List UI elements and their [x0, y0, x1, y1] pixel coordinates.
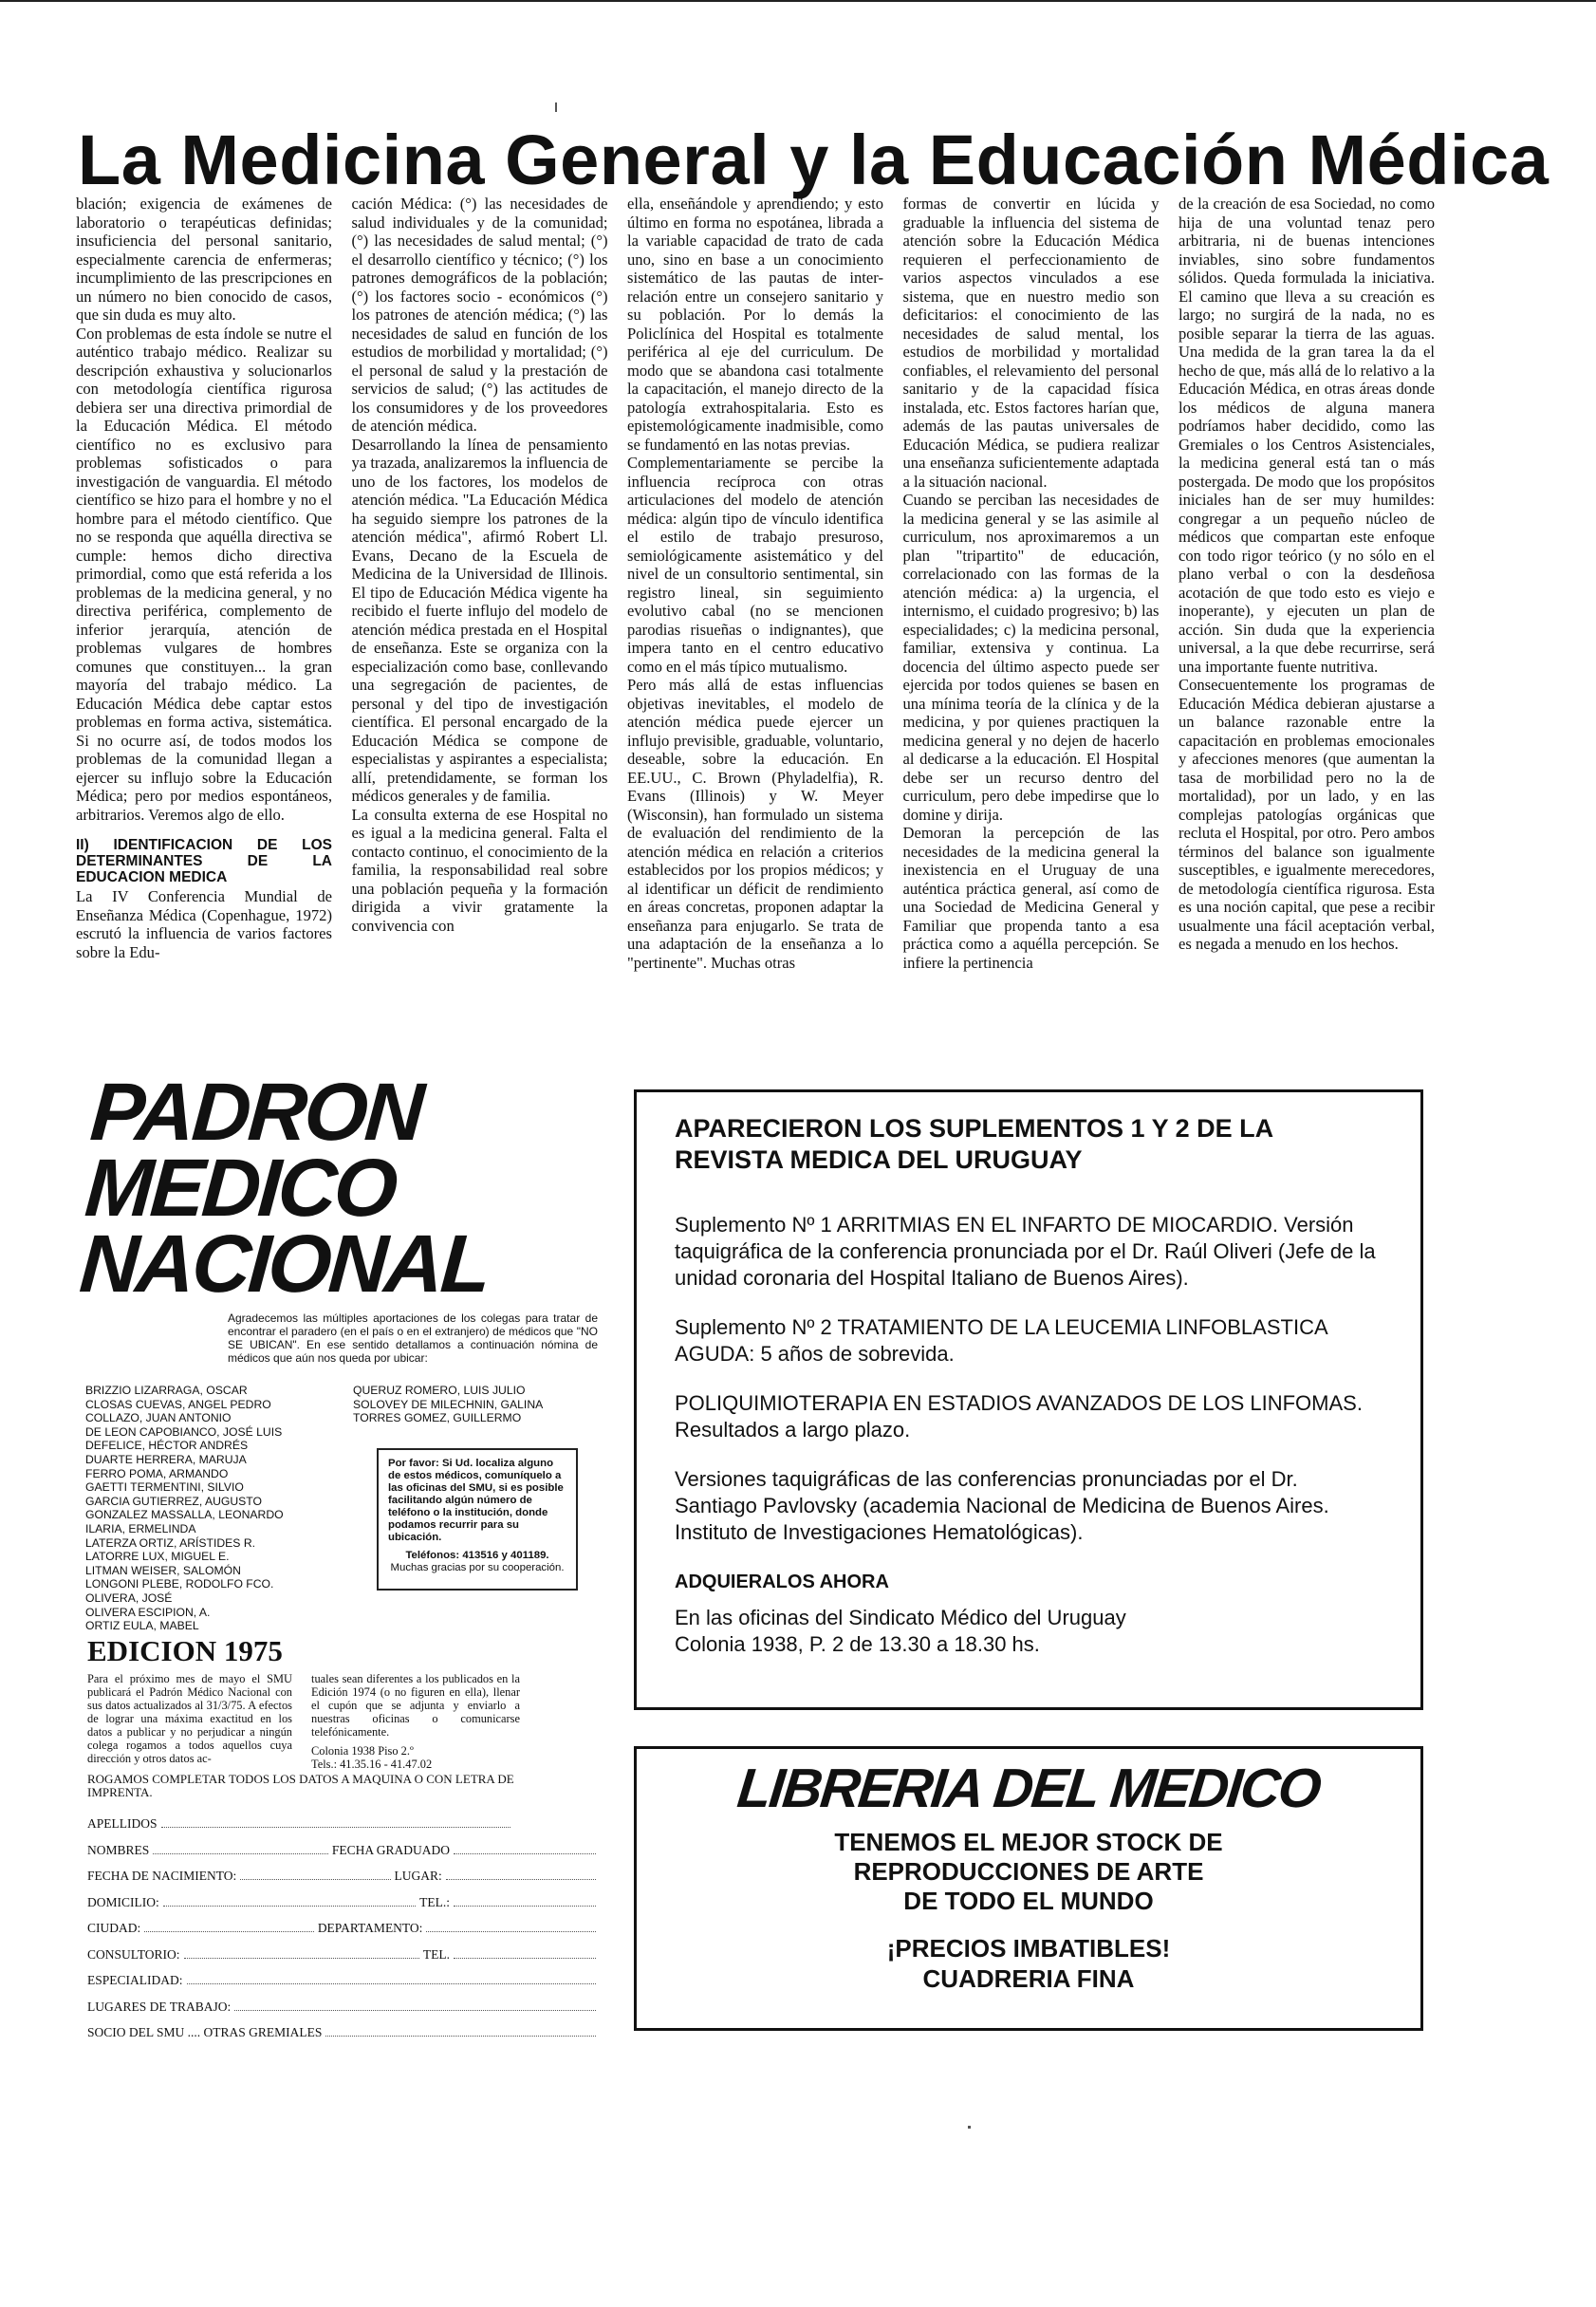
especialidad-field[interactable] — [187, 1974, 597, 1984]
domicilio-field[interactable] — [163, 1896, 416, 1907]
especialidad-label: ESPECIALIDAD: — [87, 1973, 183, 1987]
padron-title-line: NACIONAL — [77, 1219, 492, 1310]
notice-thanks: Muchas gracias por su cooperación. — [390, 1562, 565, 1573]
name-item: ORTIZ EULA, MABEL — [85, 1619, 199, 1633]
name-item: GONZALEZ MASSALLA, LEONARDO — [85, 1508, 284, 1522]
notice-phones: Teléfonos: 413516 y 401189. — [405, 1550, 549, 1561]
apellidos-label: APELLIDOS — [87, 1816, 158, 1831]
name-item: DEFELICE, HÉCTOR ANDRÉS — [85, 1439, 249, 1453]
address-line: En las oficinas del Sindicato Médico del Uruguay — [675, 1606, 1126, 1629]
form-instructions: ROGAMOS COMPLETAR TODOS LOS DATOS A MAQUINA O CON LETRA DE IMPRENTA. — [87, 1772, 514, 1799]
name-item: DUARTE HERRERA, MARUJA — [85, 1452, 247, 1466]
name-item: ILARIA, ERMELINDA — [85, 1521, 196, 1535]
name-item: FERRO POMA, ARMANDO — [85, 1466, 229, 1480]
fecha-graduado-field[interactable] — [454, 1844, 596, 1854]
lugar-field[interactable] — [446, 1870, 596, 1880]
scan-mark — [555, 102, 557, 112]
form-row-consultorio — [87, 1942, 600, 1968]
name-item: COLLAZO, JUAN ANTONIO — [85, 1411, 232, 1425]
paragraph: La IV Conferencia Mundial de Enseñanza Médica (Copenhague, 1972) escrutó la influencia de varios factores sobre la Edu- — [76, 887, 332, 961]
bookstore-promo — [637, 1933, 1420, 1994]
fecha-nacimiento-label: FECHA DE NACIMIENTO: — [87, 1869, 237, 1883]
nombres-label: NOMBRES — [87, 1842, 150, 1857]
supplements-heading — [675, 1113, 1383, 1176]
registration-coupon — [87, 1811, 600, 2046]
name-item: OLIVERA ESCIPION, A. — [85, 1605, 211, 1619]
paragraph: de la creación de esa Sociedad, no como hija de una voluntad tenaz pero arbitraria, ni de buenas intenciones inviables, sino sobre fundamentos sólidos. Queda formulada la iniciativa. El camino que lleva a su creación es largo; no surgirá de la nada, no es posible separar la tierra de las aguas. Una medida de la gran tarea la da el hecho de que, más allá de lo relativo a la Educación Médica, en otras áreas donde los médicos de alguna manera podríamos haber decidido, como las Gremiales o los Centros Asistenciales, la medicina general está tan o más postergada. De modo que los propósitos iniciales han de ser muy humildes: congregar a un pequeño núcleo de médicos que compartan este enfoque con todo rigor teórico (y no sólo en el plano verbal o con la desdeñosa acotación de que todo esto es viejo e inoperante), y ejecuten un plan de acción. Sin duda que la experiencia universal, a la que debe recurrirse, será una importante fuente nutritiva. — [1178, 195, 1435, 676]
slogan-line: REPRODUCCIONES DE ARTE — [853, 1857, 1204, 1886]
edition-text-right — [311, 1672, 520, 1771]
padron-intro: Agradecemos las múltiples aportaciones de los colegas para tratar de encontrar el paradero (en el país o en el extranjero) de médicos que "NO SE UBICAN". En ese sentido detallamos a continuación nómina de médicos que aún nos queda por ubicar: — [228, 1312, 598, 1365]
supplement-2: Suplemento Nº 2 TRATAMIENTO DE LA LEUCEMIA LINFOBLASTICA AGUDA: 5 años de sobrevida. — [675, 1315, 1327, 1366]
form-row-socio — [87, 2019, 600, 2046]
form-row-apellidos — [87, 1811, 600, 1837]
names-list-left — [85, 1384, 351, 1633]
article-columns — [76, 195, 1435, 1077]
departamento-field[interactable] — [426, 1922, 596, 1932]
paragraph: Cuando se perciban las necesidades de la medicina general y se las asimile al curriculum, nos aproximaremos a un plan "tripartito" de educación, correlacionado con las formas de la atención médica: a) la urgencia, el internismo, el cuidado progresivo; b) las especialidades; c) la medicina personal, familiar, extensiva y continua. La docencia del último aspecto puede ser ejercida por todos quienes se basen en una mínima teoría de la clínica y de la medicina, y por quienes practiquen la medicina general y no dejen de hacerlo al dedicarse a la educación. El Hospital debe ser un recurso dentro del curriculum, pero debe impedirse que lo domine y dirija. — [902, 491, 1160, 824]
edition-text: tuales sean diferentes a los publicados en la Edición 1974 (o no figuren en ella), llenar el cupón que se adjunta y enviarlo a nuestras oficinas o comunicarse telefónicamente. — [311, 1672, 520, 1739]
tel-field[interactable] — [454, 1896, 596, 1907]
padron-title — [77, 1067, 492, 1310]
supplement-versions: Versiones taquigráficas de las conferencias pronunciadas por el Dr. Santiago Pavlovsky (academia Nacional de Medicina de Buenos Aires. Instituto de Investigaciones Hematológicas). — [675, 1467, 1329, 1544]
name-item: LATORRE LUX, MIGUEL E. — [85, 1550, 230, 1564]
name-item: SOLOVEY DE MILECHNIN, GALINA — [353, 1397, 544, 1411]
consultorio-label: CONSULTORIO: — [87, 1946, 180, 1962]
form-row-nombres — [87, 1837, 600, 1864]
ciudad-label: CIUDAD: — [87, 1921, 141, 1935]
notice-text: Por favor: Si Ud. localiza alguno de estos médicos, comuníquelo a las oficinas del SMU, si es posible facilitando algún número de teléfono o la institución, donde podamos recurrir para su ubicación. — [388, 1458, 564, 1543]
supplement-poli: POLIQUIMIOTERAPIA EN ESTADIOS AVANZADOS DE LOS LINFOMAS. Resultados a largo plazo. — [675, 1391, 1363, 1442]
name-item: QUERUZ ROMERO, LUIS JULIO — [353, 1384, 526, 1397]
name-item: LONGONI PLEBE, RODOLFO FCO. — [85, 1577, 274, 1591]
lugares-trabajo-field[interactable] — [234, 2000, 596, 2011]
paragraph: formas de convertir en lúcida y graduable la influencia del sistema de atención sobre la Educación Médica requieren el perfeccionamiento de varios aspectos vinculados a ese sistema, que en nuestro medio son deficitarios: el conocimiento de las necesidades de salud mental, los estudios de morbilidad y mortalidad confiables, el relevamiento del personal sanitario y de la capacidad física instalada, etc. Estos factores harían que, además de las pautas universales de Educación Médica, se pudiera realizar una enseñanza suficientemente adaptada a la situación nacional. — [902, 195, 1160, 491]
scan-mark — [968, 2126, 971, 2129]
slogan-line: TENEMOS EL MEJOR STOCK DE — [834, 1828, 1223, 1856]
socio-field[interactable] — [325, 2026, 596, 2037]
name-item: TORRES GOMEZ, GUILLERMO — [353, 1411, 522, 1425]
ciudad-field[interactable] — [144, 1922, 314, 1932]
name-item: OLIVERA, JOSÉ — [85, 1591, 173, 1605]
form-row-domicilio — [87, 1889, 600, 1916]
contact-notice-box — [377, 1448, 578, 1591]
form-row-lugares — [87, 1994, 600, 2020]
paragraph: Consecuentemente los programas de Educación Médica debieran ajustarse a un balance razonable entre la capacitación en problemas emocionales y afecciones menores (que aumentan la tasa de morbilidad pero no la de mortalidad), por un lado, y en las complejas patologías orgánicas que recluta el Hospital, por otro. Pero ambos términos del balance son igualmente susceptibles, e igualmente merecedores, de metodología científica rigurosa. Esta es una noción capital, que pese a recibir usualmente una fácil aceptación verbal, es negada a menudo en los hechos. — [1178, 676, 1435, 953]
paragraph: cación Médica: (°) las necesidades de salud individuales y de la comunidad; (°) las necesidades de salud mental; (°) el desarrollo científico y técnico; (°) los patrones demográficos de la población; (°) los factores socio - económicos (°) los patrones de atención médica; (°) las necesidades de salud en función de los estudios de morbilidad y mortalidad; (°) el personal de salud y la prestación de servicios de salud; (°) las actitudes de los consumidores y de los proveedores de atención médica. — [351, 195, 608, 435]
paragraph: Desarrollando la línea de pensamiento ya trazada, analizaremos la influencia de uno de los factores, los modelos de atención médica. "La Educación Médica ha seguido siempre los patrones de la atención médica", afirmó Robert Ll. Evans, Decano de la Escuela de Medicina de la Universidad de Illinois. El tipo de Educación Médica vigente ha recibido el fuerte influjo del modelo de atención médica prestada en el Hospital de enseñanza. Este se organiza con la especialización como base, conllevando una segregación de pacientes, de personal y del tipo de investigación científica. El personal encargado de la Educación Médica se compone de especialistas y aspirantes a especialista; allí, pretendidamente, se forman los médicos generales y de familia. — [351, 435, 608, 805]
name-item: BRIZZIO LIZARRAGA, OSCAR — [85, 1384, 248, 1397]
form-row-ciudad — [87, 1915, 600, 1942]
nombres-field[interactable] — [153, 1844, 328, 1854]
slogan-line: DE TODO EL MUNDO — [903, 1887, 1154, 1915]
lugares-trabajo-label: LUGARES DE TRABAJO: — [87, 1999, 232, 2014]
paragraph: Pero más allá de estas influencias objetivas inevitables, el modelo de atención médica puede ejercer un influjo previsible, graduable, voluntario, deseable, sobre la educación. En EE.UU., C. Brown (Phyladelfia), R. Evans (Illinois) y W. Meyer (Wisconsin), han formulado un sistema de evaluación del rendimiento de la atención médica en relación a criterios establecidos por los propios médicos; y al identificar un déficit de rendimiento en áreas concretas, proponen adaptar la enseñanza para enjugarlo. Se trata de una adaptación de la enseñanza a lo "pertinente". Muchas otras — [627, 676, 883, 972]
heading-line: APARECIERON LOS SUPLEMENTOS 1 Y 2 DE LA — [675, 1114, 1274, 1143]
tel2-field[interactable] — [454, 1948, 596, 1959]
bookstore-title: LIBRERIA DEL MEDICO — [734, 1758, 1323, 1819]
tel-label: TEL.: — [419, 1894, 450, 1909]
socio-label: SOCIO DEL SMU .... OTRAS GREMIALES — [87, 2025, 323, 2039]
paragraph: blación; exigencia de exámenes de laboratorio o terapéuticas definidas; insuficiencia del personal sanitario, especialmente carencia de enfermeras; incumplimiento de las prescripciones en un número no bien conocido de casos, que sin duda es muy alto. — [76, 195, 332, 324]
name-item: DE LEON CAPOBIANCO, JOSÉ LUIS — [85, 1424, 283, 1439]
bookstore-slogan — [637, 1828, 1420, 1916]
name-item: LATERZA ORTIZ, ARÍSTIDES R. — [85, 1535, 256, 1550]
article-column-1 — [76, 195, 332, 1077]
paragraph: ella, enseñándole y aprendiendo; y esto último en forma no espotánea, librada a la variable capacidad de trato de cada uno, sino en base a un conocimiento sistemático de las pautas de inter-relación entre un consejero sanitario y su población. Por lo demás la Policlínica del Hospital es totalmente periférica al eje del curriculum. De modo que se abandona casi totalmente la capacitación, el manejo directo de la patología extrahospitalaria. Esto es epistemológicamente inadmisible, como se fundamentó en las notas previas. — [627, 195, 883, 454]
heading-line: REVISTA MEDICA DEL URUGUAY — [675, 1145, 1083, 1174]
names-list-right — [353, 1384, 600, 1425]
form-row-nacimiento — [87, 1863, 600, 1889]
apellidos-field[interactable] — [161, 1817, 511, 1828]
buy-now-text: ADQUIERALOS AHORA — [675, 1572, 889, 1592]
top-rule — [0, 0, 1596, 6]
section-heading: II) IDENTIFICACION DE LOS DETERMINANTES DE LA EDUCACION MEDICA — [76, 837, 332, 885]
promo-line: ¡PRECIOS IMBATIBLES! — [886, 1934, 1171, 1963]
edition-text-left: Para el próximo mes de mayo el SMU publicará el Padrón Médico Nacional con sus datos actualizados al 31/3/75. A efectos de lograr una máxima exactitud en los datos a publicar y no perjudicar a ningún colega rogamos a todos aquellos cuya dirección y otros datos ac- — [87, 1672, 292, 1765]
promo-line: CUADRERIA FINA — [922, 1964, 1135, 1993]
article-column-4 — [903, 195, 1160, 1077]
hours-line: Colonia 1938, P. 2 de 13.30 a 18.30 hs. — [675, 1632, 1040, 1656]
paragraph: Con problemas de esta índole se nutre el auténtico trabajo médico. Realizar su descripción exhaustiva y solucionarlos con metodología científica rigurosa debiera ser una directiva primordial de la Educación Médica. El método científico no es exclusivo para problemas sofisticados o para investigación de vanguardia. El método científico se hizo para el hombre y no el hombre para el método científico. Que no se responda que aquélla directiva se cumple: hemos dicho directiva primordial, como que está referida a los problemas de la medicina general, y no directiva periférica, complemento de inferior jerarquía, atención de problemas vulgares de hombres comunes que constituyen... la gran mayoría del trabajo médico. La Educación Médica debe captar estos problemas en forma activa, sistemática. Si no ocurre así, de todos modos los problemas de la comunidad llegan a ejercer su influjo sobre la Educación Médica; pero por medios espontáneos, arbitrarios. Veremos algo de ello. — [76, 324, 332, 824]
article-column-3 — [627, 195, 883, 1077]
consultorio-field[interactable] — [184, 1948, 419, 1959]
supplement-1: Suplemento Nº 1 ARRITMIAS EN EL INFARTO DE MIOCARDIO. Versión taquigráfica de la conferencia pronunciada por el Dr. Raúl Oliveri (Jefe de la unidad coronaria del Hospital Italiano de Buenos Aires). — [675, 1213, 1376, 1290]
lugar-label: LUGAR: — [394, 1869, 442, 1883]
name-item: GAETTI TERMENTINI, SILVIO — [85, 1480, 244, 1495]
supplements-ad-box — [634, 1089, 1423, 1710]
fecha-graduado-label: FECHA GRADUADO — [331, 1842, 450, 1857]
paragraph: Complementariamente se percibe la influencia recíproca con otras articulaciones del modelo de atención médica: algún tipo de vínculo identifica el estilo de trabajo presuroso, semiológicamente asistemático y del nivel de un consultorio sentimental, sin registro lineal, sin seguimiento evolutivo cabal (no se mencionen parodias risueñas o indignantes), que impera tanto en el centro educativo como en el más típico mutualismo. — [627, 454, 883, 676]
departamento-label: DEPARTAMENTO: — [317, 1921, 423, 1935]
paragraph: Demoran la percepción de las necesidades de la medicina general la inexistencia en el Uruguay de una auténtica práctica general, así como de una Sociedad de Medicina General y Familiar que propenda tanto a esa práctica como a aquélla percepción. Se infiere la pertinencia — [902, 824, 1160, 972]
edition-address: Colonia 1938 Piso 2.º — [311, 1744, 414, 1758]
name-item: GARCIA GUTIERREZ, AUGUSTO — [85, 1494, 263, 1508]
padron-title-line: MEDICO — [82, 1143, 399, 1234]
tel2-label: TEL. — [422, 1946, 450, 1962]
name-item: LITMAN WEISER, SALOMÓN — [85, 1563, 241, 1577]
form-row-especialidad — [87, 1967, 600, 1994]
paragraph: La consulta externa de ese Hospital no es igual a la medicina general. Falta el contacto continuo, el conocimiento de la familia, la responsabilidad real sobre una población pequeña y la formación dirigida a vivir gratamente la convivencia con — [351, 805, 608, 935]
bookstore-ad-box — [634, 1746, 1423, 2031]
edition-phones: Tels.: 41.35.16 - 41.47.02 — [311, 1758, 433, 1771]
name-item: CLOSAS CUEVAS, ANGEL PEDRO — [85, 1397, 271, 1411]
domicilio-label: DOMICILIO: — [87, 1894, 159, 1909]
article-column-5 — [1178, 195, 1435, 1077]
edition-title: EDICION 1975 — [87, 1634, 283, 1667]
fecha-nacimiento-field[interactable] — [240, 1870, 390, 1880]
page-headline: La Medicina General y la Educación Médica — [78, 121, 1550, 199]
padron-title-line: PADRON — [87, 1067, 425, 1158]
article-column-2 — [352, 195, 608, 1077]
